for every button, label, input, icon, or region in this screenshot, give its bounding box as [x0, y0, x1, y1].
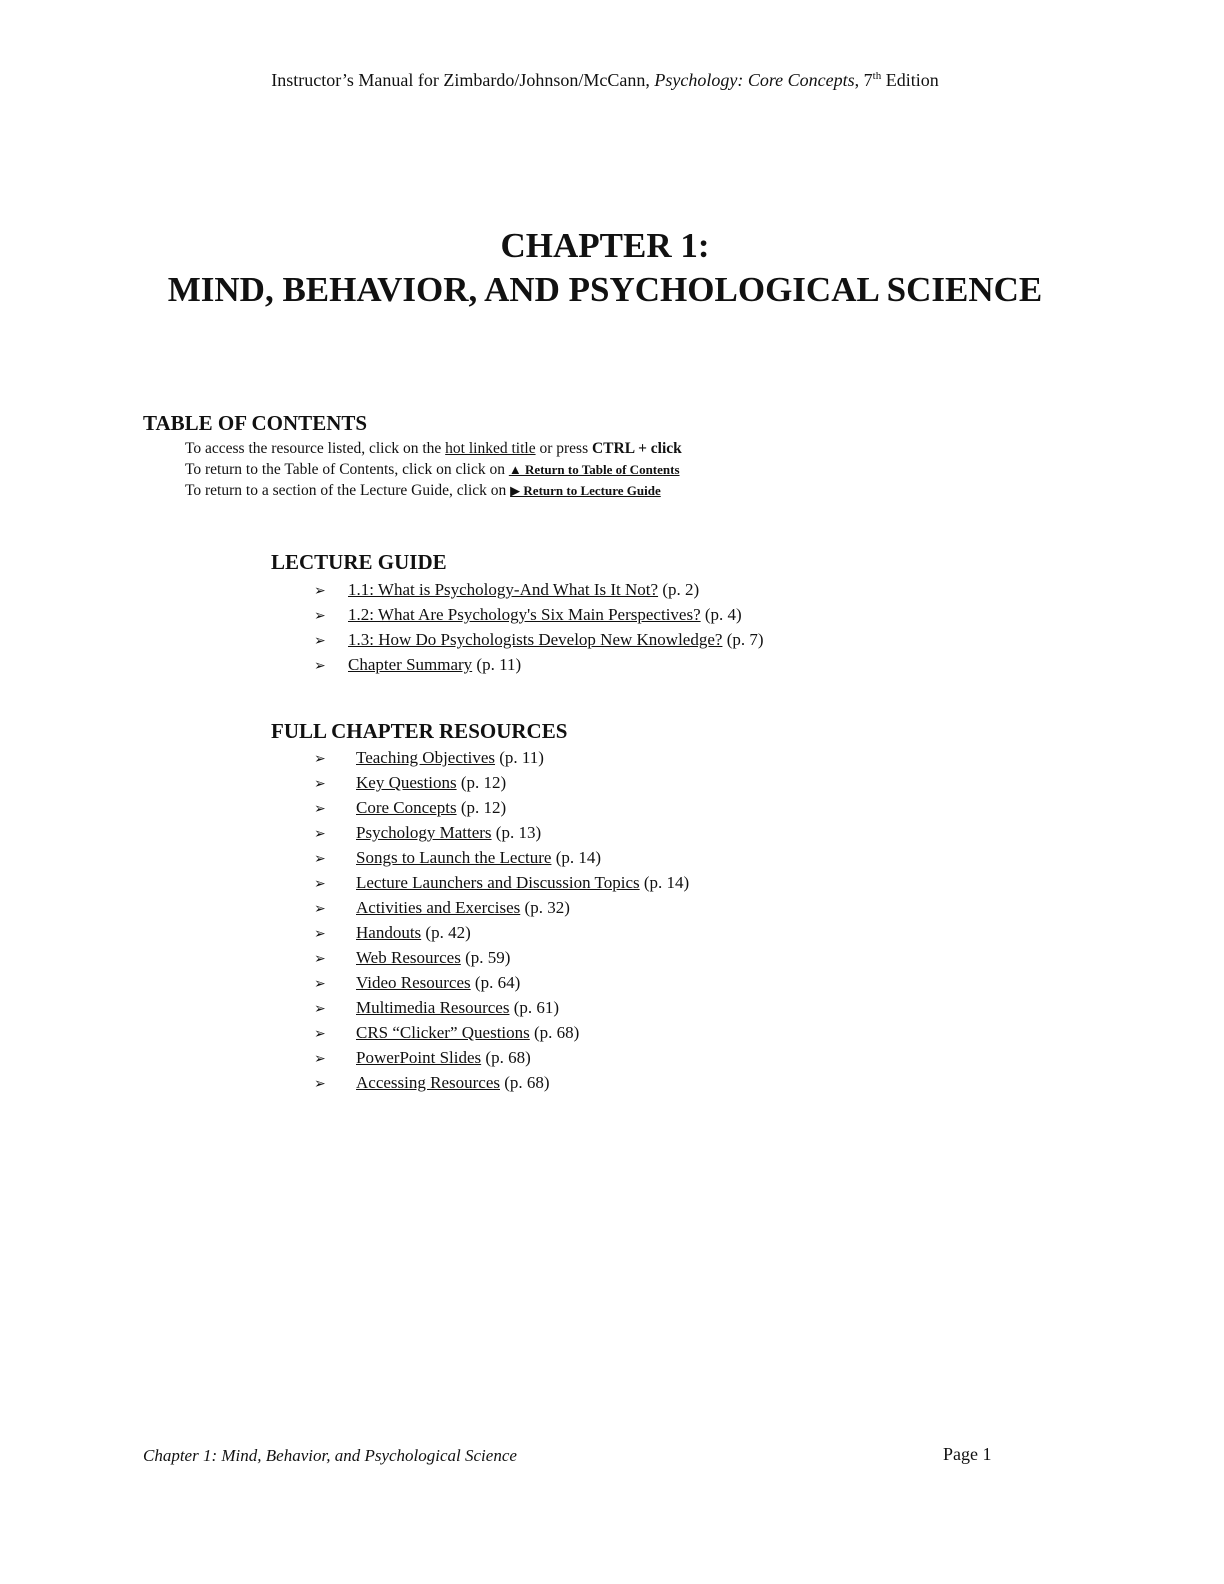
lecture-guide-page-ref: (p. 4): [700, 605, 742, 624]
resource-item: [314, 746, 689, 771]
lecture-guide-page-ref: (p. 7): [722, 630, 764, 649]
resource-page-ref: (p. 13): [491, 823, 542, 842]
arrow-bullet-icon: ➢: [314, 584, 326, 599]
resource-page-ref: (p. 42): [421, 923, 471, 942]
return-to-toc-link[interactable]: ▲ Return to Table of Contents: [508, 462, 680, 477]
resource-item: [314, 946, 689, 971]
resource-page-ref: (p. 59): [460, 948, 511, 967]
arrow-bullet-icon: ➢: [314, 852, 326, 867]
ctrl-click-text: CTRL + click: [591, 440, 682, 457]
resource-item: [314, 1046, 689, 1071]
arrow-bullet-icon: ➢: [314, 977, 326, 992]
header-edition-number: , 7: [854, 70, 873, 90]
resource-page-ref: (p. 32): [520, 898, 570, 917]
toc-note-3-text: To return to a section of the Lecture Guide, click on: [185, 482, 511, 499]
hot-linked-title-example: hot linked title: [445, 440, 536, 457]
lecture-guide-page-ref: (p. 2): [658, 580, 700, 599]
resource-item: [314, 846, 689, 871]
resource-page-ref: (p. 61): [509, 998, 560, 1017]
resource-page-ref: (p. 14): [551, 848, 602, 867]
resource-page-ref: (p. 12): [456, 773, 507, 792]
running-header: [0, 70, 1210, 91]
lecture-guide-link[interactable]: 1.2: What Are Psychology's Six Main Perspectives?: [348, 605, 701, 624]
footer-chapter-title: Chapter 1: Mind, Behavior, and Psychological Science: [143, 1446, 517, 1465]
lecture-guide-item: [314, 628, 764, 653]
lecture-guide-link[interactable]: 1.1: What is Psychology-And What Is It Not?: [348, 580, 659, 599]
resource-item: [314, 1021, 689, 1046]
resource-item: [314, 996, 689, 1021]
resource-link[interactable]: Video Resources: [356, 973, 471, 992]
lecture-guide-link[interactable]: Chapter Summary: [348, 655, 473, 674]
resource-link[interactable]: Activities and Exercises: [356, 898, 521, 917]
arrow-bullet-icon: ➢: [314, 609, 326, 624]
arrow-bullet-icon: ➢: [314, 752, 326, 767]
toc-note-3: [185, 480, 682, 501]
arrow-bullet-icon: ➢: [314, 877, 326, 892]
resource-link[interactable]: Web Resources: [356, 948, 461, 967]
resource-page-ref: (p. 14): [639, 873, 690, 892]
resource-link[interactable]: Lecture Launchers and Discussion Topics: [356, 873, 640, 892]
arrow-bullet-icon: ➢: [314, 1077, 326, 1092]
toc-note-1-mid: or press: [535, 440, 592, 457]
resource-page-ref: (p. 68): [500, 1073, 550, 1092]
toc-note-1: [185, 438, 682, 459]
resource-page-ref: (p. 68): [529, 1023, 580, 1042]
chapter-title-line1: CHAPTER 1:: [500, 226, 710, 265]
lecture-guide-item: [314, 578, 764, 603]
resource-page-ref: (p. 68): [481, 1048, 531, 1067]
resource-item: [314, 796, 689, 821]
resource-item: [314, 821, 689, 846]
resource-link[interactable]: Psychology Matters: [356, 823, 492, 842]
lecture-guide-heading: LECTURE GUIDE: [271, 550, 447, 574]
arrow-bullet-icon: ➢: [314, 902, 326, 917]
arrow-bullet-icon: ➢: [314, 827, 326, 842]
arrow-bullet-icon: ➢: [314, 1002, 326, 1017]
lecture-guide-link[interactable]: 1.3: How Do Psychologists Develop New Knowledge?: [348, 630, 723, 649]
resource-link[interactable]: Core Concepts: [356, 798, 457, 817]
arrow-bullet-icon: ➢: [314, 1027, 326, 1042]
resource-link[interactable]: Multimedia Resources: [356, 998, 510, 1017]
lecture-guide-item: [314, 653, 764, 678]
toc-note-1-text: To access the resource listed, click on the: [185, 440, 446, 457]
lecture-guide-item: [314, 603, 764, 628]
lecture-guide-list: [314, 578, 764, 678]
return-to-lecture-guide-link[interactable]: ▶ Return to Lecture Guide: [510, 483, 661, 498]
resource-link[interactable]: Teaching Objectives: [356, 748, 496, 767]
resource-item: [314, 896, 689, 921]
resource-item: [314, 871, 689, 896]
arrow-bullet-icon: ➢: [314, 777, 326, 792]
toc-instructions: [185, 438, 682, 501]
arrow-bullet-icon: ➢: [314, 634, 326, 649]
arrow-bullet-icon: ➢: [314, 1052, 326, 1067]
header-suffix: Edition: [881, 70, 939, 90]
lecture-guide-page-ref: (p. 11): [472, 655, 522, 674]
resource-page-ref: (p. 11): [495, 748, 544, 767]
resource-page-ref: (p. 64): [470, 973, 521, 992]
toc-note-2: [185, 459, 682, 480]
resource-link[interactable]: Songs to Launch the Lecture: [356, 848, 552, 867]
header-prefix: Instructor’s Manual for Zimbardo/Johnson/McCann,: [271, 70, 655, 90]
resources-list: [314, 746, 689, 1096]
arrow-bullet-icon: ➢: [314, 659, 326, 674]
arrow-bullet-icon: ➢: [314, 952, 326, 967]
arrow-bullet-icon: ➢: [314, 927, 326, 942]
resource-item: [314, 921, 689, 946]
resource-item: [314, 1071, 689, 1096]
header-book-title: Psychology: Core Concepts: [654, 70, 855, 90]
resource-link[interactable]: Accessing Resources: [356, 1073, 500, 1092]
toc-note-2-text: To return to the Table of Contents, click on click on: [185, 461, 509, 478]
resources-heading: FULL CHAPTER RESOURCES: [271, 719, 568, 743]
resource-item: [314, 971, 689, 996]
toc-heading: TABLE OF CONTENTS: [143, 411, 368, 435]
resource-page-ref: (p. 12): [456, 798, 507, 817]
footer-page-number: Page 1: [943, 1444, 992, 1464]
arrow-bullet-icon: ➢: [314, 802, 326, 817]
resource-link[interactable]: Key Questions: [356, 773, 457, 792]
resource-link[interactable]: PowerPoint Slides: [356, 1048, 482, 1067]
resource-link[interactable]: CRS “Clicker” Questions: [356, 1023, 530, 1042]
header-superscript: th: [872, 70, 882, 82]
resource-link[interactable]: Handouts: [356, 923, 422, 942]
resource-item: [314, 771, 689, 796]
chapter-title-line2: MIND, BEHAVIOR, AND PSYCHOLOGICAL SCIENCE: [167, 270, 1043, 309]
chapter-title: [0, 224, 1210, 312]
